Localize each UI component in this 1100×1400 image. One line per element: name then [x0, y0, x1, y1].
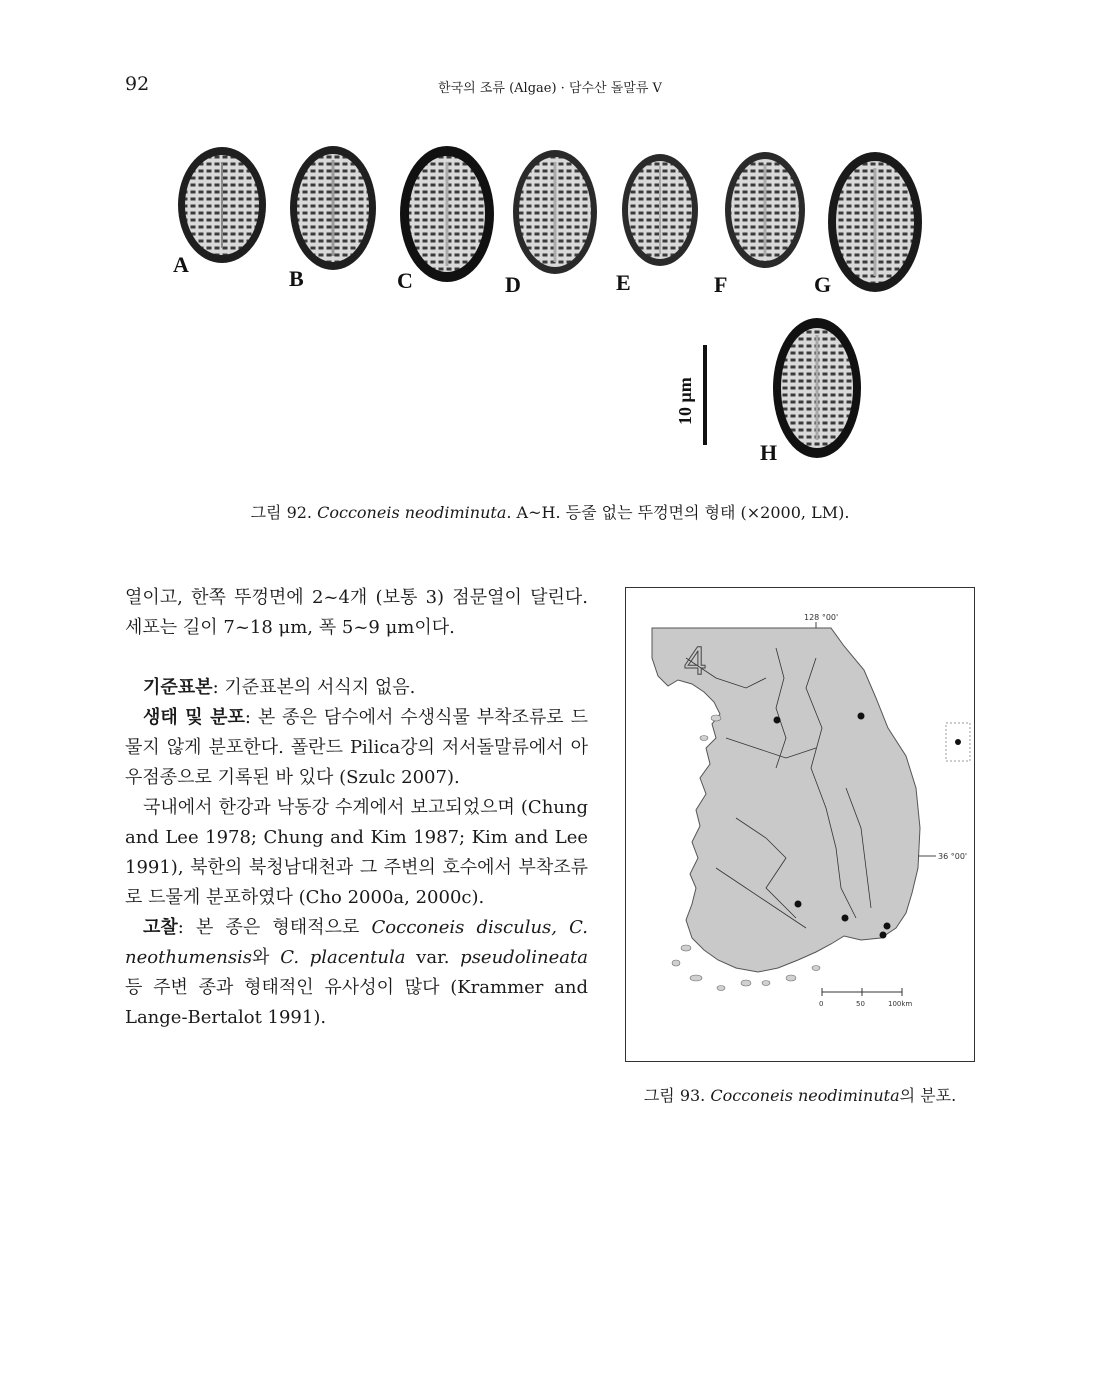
paragraph-korea-distribution: 국내에서 한강과 낙동강 수계에서 보고되었으며 (Chung and Lee 1978; Chung and Kim 1987; Kim and Lee 1991), 북한의 북청남대천과 그 주변의 호수에서 부착조류로 드물게 분포하였다 (Cho 2000a, 2000c).: [125, 797, 588, 908]
panel-label-c: C: [397, 268, 413, 293]
longitude-label: 128 °00': [804, 613, 839, 622]
running-header: 한국의 조류 (Algae) · 담수산 돌말류 V: [438, 81, 662, 96]
panel-label-a: A: [173, 252, 189, 277]
diatom-valve-b: [290, 146, 376, 270]
figure-93-distribution-map: [625, 587, 975, 1062]
paragraph-remarks: [125, 913, 588, 1033]
occurrence-point: [842, 915, 849, 922]
occurrence-point: [795, 901, 802, 908]
panel-label-f: F: [714, 272, 728, 297]
figure-92-caption-species: Cocconeis neodiminuta: [317, 503, 507, 522]
diatom-valve-e: [622, 154, 698, 266]
figure-92-micrographs: [165, 140, 935, 475]
remarks-text: 등 주변 종과 형태적인 유사성이 많다 (Krammer and Lange-Bertalot 1991).: [125, 977, 588, 1028]
panel-label-g: G: [814, 272, 832, 297]
diatom-valve-f: [725, 152, 805, 268]
figure-92-caption: [0, 500, 1100, 523]
diatom-valve-c: [400, 146, 494, 282]
latitude-label: 36 °00': [938, 852, 968, 861]
figure-93-caption-species: Cocconeis neodiminuta: [710, 1086, 900, 1105]
remarks-text: 와: [252, 947, 281, 968]
panel-label-d: D: [505, 272, 521, 297]
occurrence-point: [774, 717, 781, 724]
diatom-valve-g: [828, 152, 922, 292]
scale-label-0: 0: [819, 1000, 824, 1008]
paragraph-ecology: [125, 703, 588, 793]
scale-label-50: 50: [856, 1000, 865, 1008]
body-text: [125, 583, 588, 1033]
remarks-text: : 본 종은 형태적으로: [177, 917, 372, 938]
remarks-heading: 고찰: [143, 917, 178, 938]
type-specimen-heading: 기준표본: [143, 677, 213, 698]
figure-92-caption-label: 그림 92.: [250, 503, 313, 522]
scale-label-100km: 100km: [888, 1000, 913, 1008]
figure-93-caption-label: 그림 93.: [643, 1086, 706, 1105]
scale-bar-label: 10 μm: [675, 377, 695, 425]
remarks-species: Cocconeis disculus, C. neothumensis: [125, 917, 588, 968]
occurrence-point: [884, 923, 891, 930]
diatom-valve-a: [178, 147, 266, 263]
paragraph-description: 열이고, 한쪽 뚜껑면에 2~4개 (보통 3) 점문열이 달린다. 세포는 길이 7~18 μm, 폭 5~9 μm이다.: [125, 587, 588, 638]
remarks-species: C. placentula: [280, 947, 406, 968]
type-specimen-text: : 기준표본의 서식지 없음.: [212, 677, 416, 698]
occurrence-point: [858, 713, 865, 720]
figure-92-caption-text: . A~H. 등줄 없는 뚜껑면의 형태 (×2000, LM).: [506, 503, 850, 522]
korea-map: [626, 588, 974, 1061]
panel-label-h: H: [760, 440, 778, 465]
diatom-plate: [165, 140, 935, 475]
ecology-heading: 생태 및 분포: [143, 707, 245, 728]
remarks-text: var.: [405, 947, 461, 968]
diatom-valve-d: [513, 150, 597, 274]
remarks-species: pseudolineata: [460, 947, 588, 968]
occurrence-point: [880, 932, 887, 939]
map-panel-number: 4: [684, 639, 707, 683]
ecology-text: : 본 종은 담수에서 수생식물 부착조류로 드물지 않게 분포한다. 폴란드 Pilica강의 저서돌말류에서 아우점종으로 기록된 바 있다 (Szulc 2007).: [125, 707, 588, 788]
panel-label-b: B: [289, 266, 304, 291]
map-scale-bar: [819, 988, 912, 1008]
paragraph-type-specimen: [125, 673, 588, 703]
figure-93-caption-text: 의 분포.: [899, 1086, 957, 1105]
occurrence-point: [955, 739, 961, 745]
figure-93-caption: [625, 1083, 975, 1106]
page-number: 92: [125, 73, 150, 95]
panel-label-e: E: [616, 270, 631, 295]
diatom-valve-h: [773, 318, 861, 458]
